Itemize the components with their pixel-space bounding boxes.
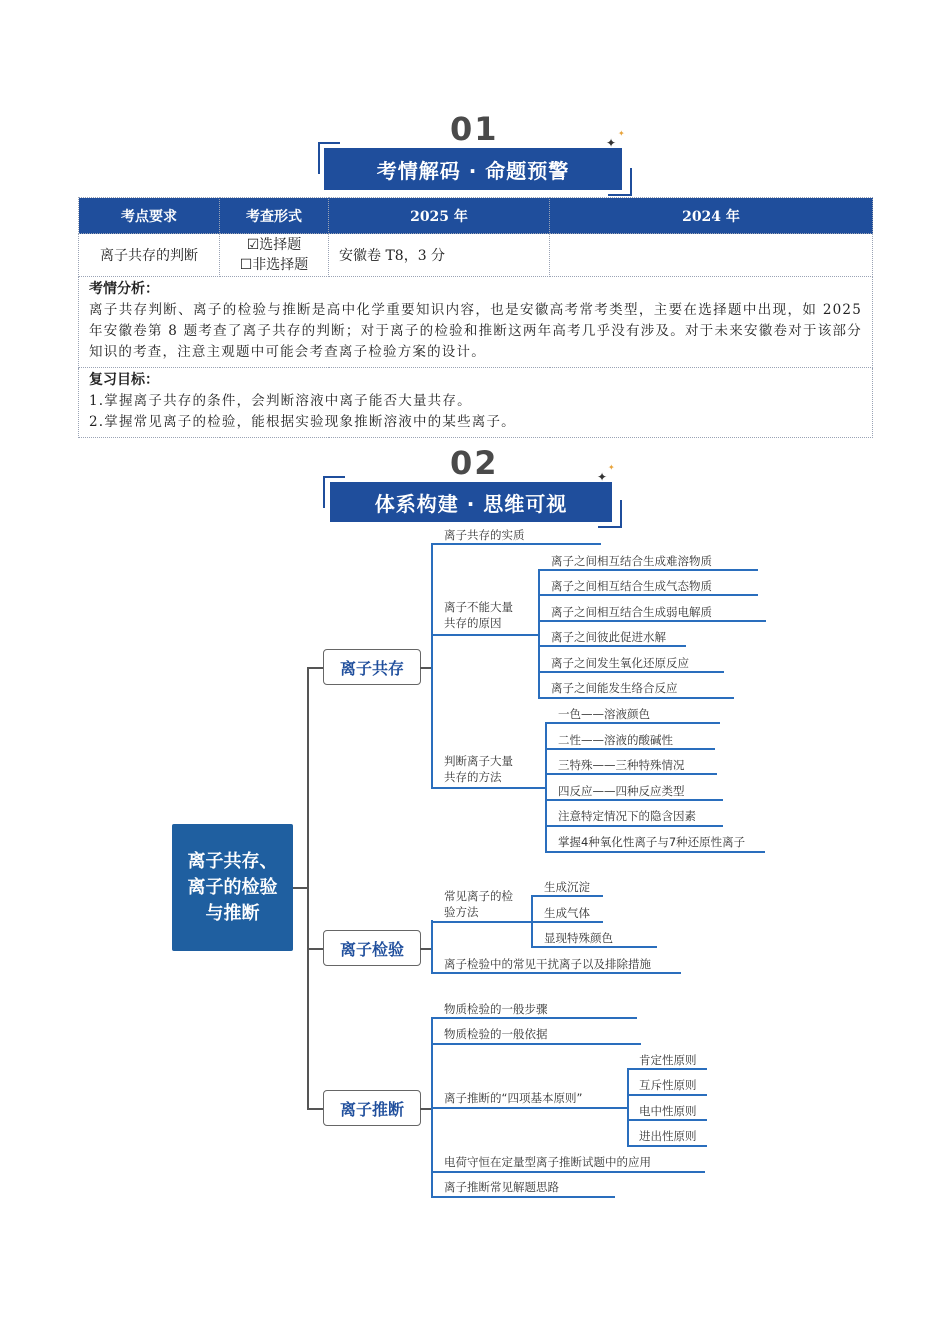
root-connector-h [293, 887, 307, 889]
section-title-02: 体系构建 · 思维可视 [330, 482, 612, 522]
n1-c-item-4: 四反应——四种反应类型 [558, 784, 685, 798]
n1-a-label: 离子共存的实质 [444, 528, 525, 542]
section-number-02: 02 [450, 444, 499, 482]
n3-out [420, 1108, 431, 1110]
n3-e-label: 离子推断常见解题思路 [444, 1180, 559, 1194]
n3-c-trunk [627, 1068, 629, 1146]
n1-c-item-6: 掌握4种氧化性离子与7种还原性离子 [558, 835, 746, 849]
n3-a-label: 物质检验的一般步骤 [444, 1002, 548, 1016]
n1-b-item-5: 离子之间发生氧化还原反应 [551, 656, 689, 670]
n2-a-item-1-underline [531, 895, 603, 897]
n3-c-item-1: 肯定性原则 [639, 1053, 697, 1067]
sparkle-icon-small: ✦ [618, 129, 625, 138]
review-item-2: 2.掌握常见离子的检验，能根据实验现象推断溶液中的某些离子。 [89, 414, 516, 430]
n1-c-label: 判断离子大量共存的方法 [444, 754, 513, 784]
n1-b-item-3: 离子之间相互结合生成弱电解质 [551, 605, 712, 619]
section-title-01: 考情解码 · 命题预警 [324, 148, 622, 190]
n2-a-item-1: 生成沉淀 [544, 880, 590, 894]
header-2024: 2024 年 [550, 198, 873, 234]
n1-c-underline [431, 787, 545, 789]
year-2025-cell: 安徽卷 T8，3 分 [329, 234, 550, 277]
n3-d-underline [431, 1171, 705, 1173]
n3-c-item-1-underline [627, 1068, 707, 1070]
n1-c-item-6-underline [545, 851, 765, 853]
node-ion-detection: 离子检验 [323, 930, 421, 966]
n1-b-item-4-underline [538, 645, 686, 647]
n1-c-item-1: 一色——溶液颜色 [558, 707, 650, 721]
topic-cell: 离子共存的判断 [79, 234, 220, 277]
n2-b-label: 离子检验中的常见干扰离子以及排除措施 [444, 957, 651, 971]
n3-c-item-3: 电中性原则 [639, 1104, 697, 1118]
header-topic: 考点要求 [79, 198, 220, 234]
n1-b-item-4: 离子之间彼此促进水解 [551, 630, 666, 644]
n1-c-item-5: 注意特定情况下的隐含因素 [558, 809, 696, 823]
n1-c-item-3-underline [545, 773, 717, 775]
n2-a-item-3: 显现特殊颜色 [544, 931, 613, 945]
n2-out [420, 948, 431, 950]
n3-c-item-4-underline [627, 1145, 707, 1147]
n3-c-label: 离子推断的“四项基本原则” [444, 1091, 583, 1105]
n1-c-trunk [545, 723, 547, 853]
connector-n3 [307, 1108, 323, 1110]
n3-a-underline [431, 1017, 637, 1019]
n1-out [420, 667, 431, 669]
n1-b-item-1-underline [538, 569, 758, 571]
n1-trunk [431, 543, 433, 788]
sparkle-icon-small-2: ✦ [608, 463, 615, 472]
n1-b-item-6: 离子之间能发生络合反应 [551, 681, 678, 695]
connector-n2 [307, 948, 323, 950]
n3-d-label: 电荷守恒在定量型离子推断试题中的应用 [444, 1155, 651, 1169]
analysis-cell [79, 277, 873, 368]
n1-b-trunk [538, 569, 540, 699]
n1-c-item-4-underline [545, 799, 723, 801]
n3-b-underline [431, 1043, 641, 1045]
root-connector-v [307, 667, 309, 1108]
review-title: 复习目标： [89, 372, 159, 388]
n3-c-item-3-underline [627, 1119, 707, 1121]
year-2024-cell [550, 234, 873, 277]
n1-b-item-6-underline [538, 697, 734, 699]
n1-b-item-2: 离子之间相互结合生成气态物质 [551, 579, 712, 593]
n1-b-underline [431, 634, 538, 636]
node-ion-inference: 离子推断 [323, 1090, 421, 1126]
n1-a-underline [431, 543, 601, 545]
n3-c-item-2: 互斥性原则 [639, 1078, 697, 1092]
n2-b-underline [431, 972, 681, 974]
n2-a-label: 常见离子的检验方法 [444, 889, 513, 919]
n3-c-underline [431, 1107, 627, 1109]
connector-n1 [307, 667, 323, 669]
n3-e-underline [431, 1196, 615, 1198]
form-nonchoice: ☐非选择题 [239, 257, 309, 273]
n2-a-item-2: 生成气体 [544, 906, 590, 920]
n2-a-item-3-underline [531, 946, 657, 948]
n3-c-item-4: 进出性原则 [639, 1129, 697, 1143]
n1-c-item-1-underline [545, 722, 720, 724]
n1-c-item-5-underline [545, 825, 723, 827]
header-form: 考查形式 [220, 198, 329, 234]
n1-b-item-5-underline [538, 671, 724, 673]
header-2025: 2025 年 [329, 198, 550, 234]
n2-trunk [431, 920, 433, 972]
form-cell [220, 234, 329, 277]
analysis-title: 考情分析： [89, 281, 159, 297]
exam-info-table [78, 197, 873, 438]
n3-b-label: 物质检验的一般依据 [444, 1027, 548, 1041]
n2-a-underline [431, 921, 531, 923]
n1-b-item-2-underline [538, 594, 758, 596]
section-number-01: 01 [450, 110, 499, 148]
n2-a-item-2-underline [531, 921, 603, 923]
n1-b-label: 离子不能大量共存的原因 [444, 600, 513, 630]
review-cell [79, 368, 873, 438]
review-item-1: 1.掌握离子共存的条件，会判断溶液中离子能否大量共存。 [89, 393, 472, 409]
mindmap-root: 离子共存、离子的检验与推断 [172, 824, 293, 951]
n1-c-item-2-underline [545, 748, 715, 750]
n1-c-item-2: 二性——溶液的酸碱性 [558, 733, 673, 747]
node-ion-coexistence: 离子共存 [323, 649, 421, 685]
n3-c-item-2-underline [627, 1094, 707, 1096]
n1-b-item-3-underline [538, 620, 766, 622]
n1-c-item-3: 三特殊——三种特殊情况 [558, 758, 685, 772]
sparkle-icon: ✦ [606, 136, 617, 150]
analysis-text: 离子共存判断、离子的检验与推断是高中化学重要知识内容，也是安徽高考常考类型，主要在选择题中出现，如 2025 年安徽卷第 8 题考查了离子共存的判断；对于离子的检验和推断这两年高考几乎没有涉及。对于未来安徽卷对于该部分知识的考查，注意主观题中可能会考查离子检验方案的设计。 [89, 302, 862, 360]
n1-b-item-1: 离子之间相互结合生成难溶物质 [551, 554, 712, 568]
sparkle-icon-2: ✦ [597, 470, 608, 484]
form-choice: ☑选择题 [246, 237, 302, 253]
